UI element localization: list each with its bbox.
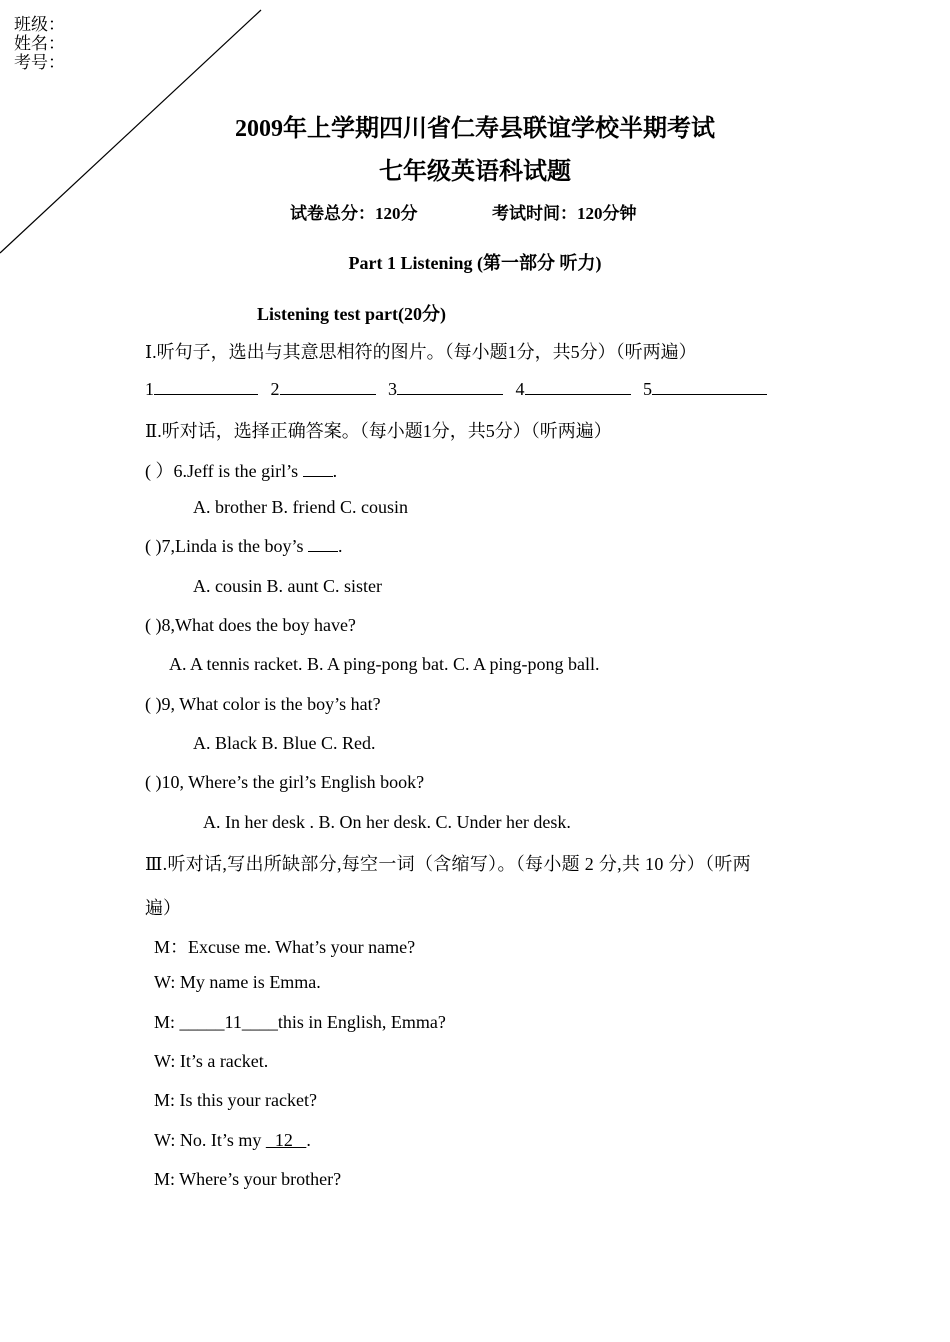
blank-number: 1 — [145, 379, 154, 399]
answer-blank[interactable] — [308, 536, 338, 552]
listening-subheading: Listening test part(20分) — [257, 304, 446, 324]
section1-instruction: Ⅰ.听句子，选出与其意思相符的图片。（每小题1分，共5分）（听两遍） — [145, 342, 697, 362]
dialogue-line: W: My name is Emma. — [154, 972, 321, 992]
question-7-options: A. cousin B. aunt C. sister — [193, 576, 382, 596]
answer-blank[interactable] — [303, 461, 333, 477]
answer-blank[interactable]: 12 — [265, 1130, 307, 1150]
exam-title: 2009年上学期四川省仁寿县联谊学校半期考试 — [235, 116, 715, 142]
total-score: 试卷总分：120分 — [290, 204, 418, 223]
answer-blank[interactable] — [652, 379, 767, 395]
exam-time: 考试时间：120分钟 — [492, 204, 637, 223]
class-label: 班级： — [14, 15, 65, 35]
answer-blank[interactable] — [525, 379, 631, 395]
dialogue-line: M: Is this your racket? — [154, 1090, 317, 1110]
question-text: ( )7,Linda is the boy’s — [145, 536, 308, 556]
blank-number: 2 — [270, 379, 280, 399]
question-6-stem — [145, 457, 337, 483]
dialogue-text: . — [306, 1130, 311, 1150]
answer-blank[interactable] — [397, 379, 503, 395]
question-10-stem: ( )10, Where’s the girl’s English book? — [145, 772, 425, 792]
blank-number: 5 — [643, 379, 652, 399]
dialogue-line — [154, 1130, 311, 1151]
name-label: 姓名： — [14, 34, 65, 54]
exam-subtitle: 七年级英语科试题 — [379, 159, 571, 185]
dialogue-line: M: Where’s your brother? — [154, 1169, 342, 1189]
dialogue-line: M：Excuse me. What’s your name? — [154, 937, 416, 957]
question-7-stem — [145, 536, 342, 557]
answer-blank[interactable] — [154, 379, 258, 395]
question-8-stem: ( )8,What does the boy have? — [145, 615, 356, 635]
question-9-stem: ( )9, What color is the boy’s hat? — [145, 694, 381, 714]
question-8-options: A. A tennis racket. B. A ping-pong bat. C. A ping-pong ball. — [169, 654, 600, 674]
section3-instruction-cont: 遍） — [145, 898, 181, 918]
dialogue-line: W: It’s a racket. — [154, 1051, 269, 1071]
part1-heading: Part 1 Listening (第一部分 听力) — [348, 253, 602, 273]
dialogue-text: W: No. It’s my — [154, 1130, 266, 1150]
section2-instruction: Ⅱ.听对话，选择正确答案。（每小题1分，共5分）（听两遍） — [145, 421, 612, 441]
section3-instruction: Ⅲ.听对话,写出所缺部分,每空一词（含缩写）。（每小题 2 分,共 10 分）（听两 — [145, 854, 751, 874]
question-text: . — [337, 536, 343, 556]
question-9-options: A. Black B. Blue C. Red. — [193, 733, 376, 753]
question-10-options: A. In her desk . B. On her desk. C. Under her desk. — [203, 812, 571, 832]
answer-blank[interactable] — [280, 379, 376, 395]
blank-number: 4 — [515, 379, 525, 399]
question-6-options: A. brother B. friend C. cousin — [193, 497, 408, 517]
question-text: ( ）6.Jeff is the girl’s — [145, 461, 303, 481]
question-text: . — [332, 461, 338, 481]
dialogue-line: M: _____11____this in English, Emma? — [154, 1012, 446, 1032]
exam-number-label: 考号： — [14, 53, 65, 73]
section1-blanks — [145, 379, 767, 400]
blank-number: 3 — [388, 379, 397, 399]
